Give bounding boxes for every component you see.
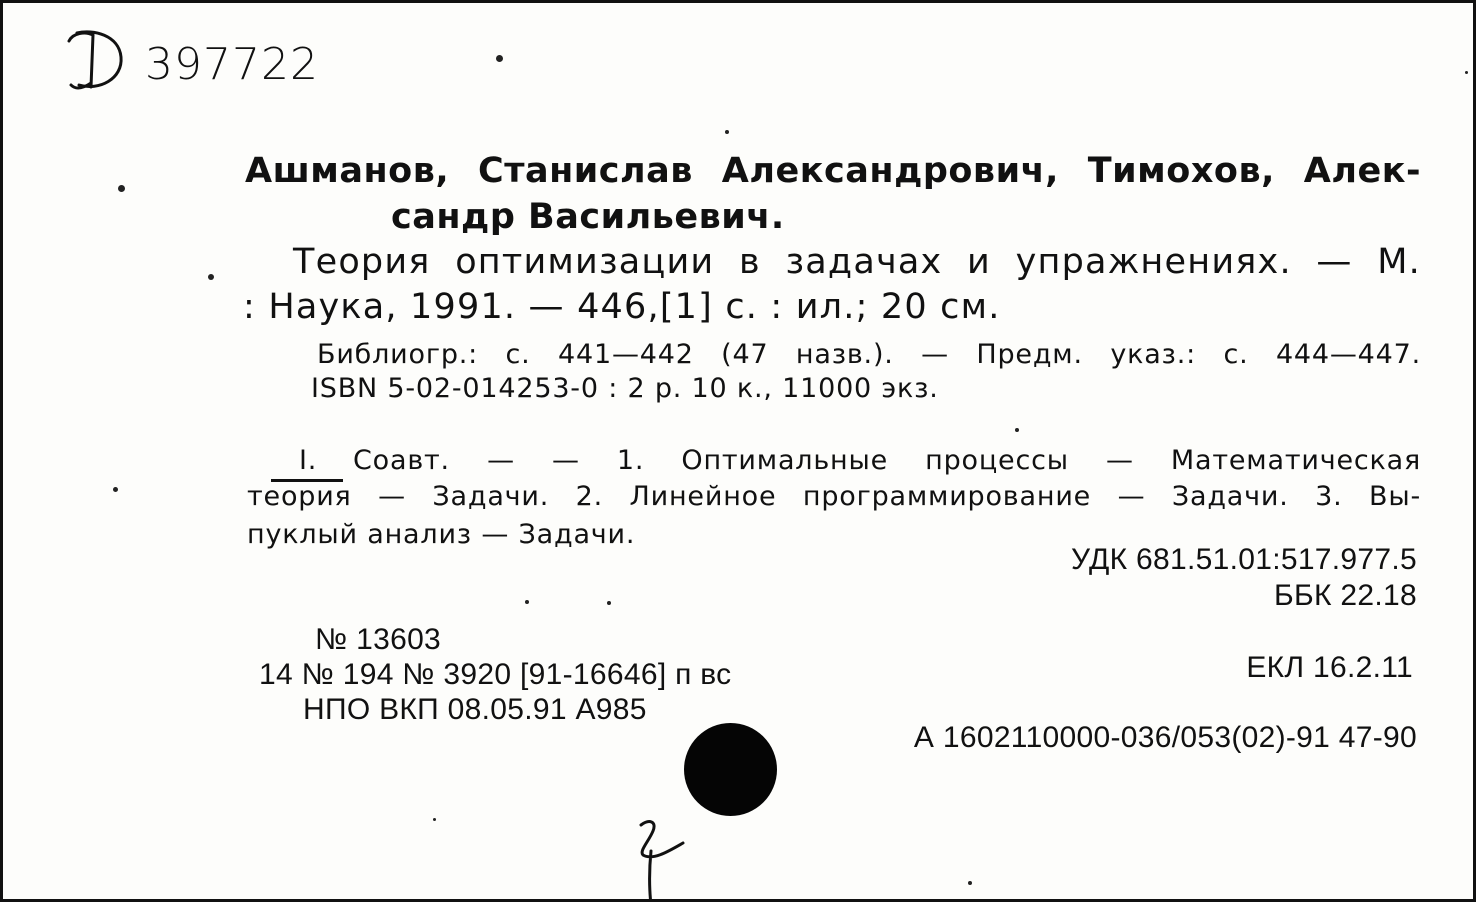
speck <box>433 818 436 821</box>
title-line-1: Теория оптимизации в задачах и упражнениях. — М. <box>293 242 1421 282</box>
speck <box>118 185 125 192</box>
index-code: А 1602110000-036/053(02)-91 47-90 <box>913 721 1417 754</box>
bbk-code: ББК 22.18 <box>1274 579 1417 612</box>
print-number-2: 14 № 194 № 3920 [91-16646] п вс <box>259 658 732 691</box>
handwritten-mark <box>623 811 703 902</box>
speck <box>725 130 729 134</box>
title-line-2: : Наука, 1991. — 446,[1] с. : ил.; 20 см. <box>243 287 1001 327</box>
author-line-2: сандр Васильевич. <box>391 197 785 237</box>
punch-hole <box>684 723 777 816</box>
speck <box>1465 71 1468 74</box>
subjects-line-3: пуклый анализ — Задачи. <box>247 519 636 550</box>
print-number-1: № 13603 <box>315 623 442 656</box>
subjects-line-1: Соавт. — — 1. Оптимальные процессы — Математическая <box>353 445 1421 476</box>
handwritten-d-mark <box>63 25 133 95</box>
subject-marker: I. <box>299 445 318 476</box>
print-number-3: НПО ВКП 08.05.91 А985 <box>303 693 647 726</box>
speck <box>1015 428 1019 432</box>
notes-line-1: Библиогр.: с. 441—442 (47 назв.). — Предм. указ.: с. 444—447. <box>317 339 1421 370</box>
speck <box>607 601 611 605</box>
notes-line-2: ISBN 5-02-014253-0 : 2 р. 10 к., 11000 экз. <box>311 373 939 404</box>
speck <box>968 881 972 885</box>
call-number: 397722 <box>145 39 319 90</box>
speck <box>113 487 118 492</box>
speck <box>208 274 214 280</box>
subjects-line-2: теория — Задачи. 2. Линейное программирование — Задачи. 3. Вы- <box>247 481 1421 512</box>
ekl-code: ЕКЛ 16.2.11 <box>1246 651 1413 684</box>
speck <box>525 600 529 604</box>
udk-code: УДК 681.51.01:517.977.5 <box>1071 543 1417 576</box>
speck <box>496 55 503 62</box>
author-line-1: Ашманов, Станислав Александрович, Тимохов, Алек- <box>245 151 1421 191</box>
